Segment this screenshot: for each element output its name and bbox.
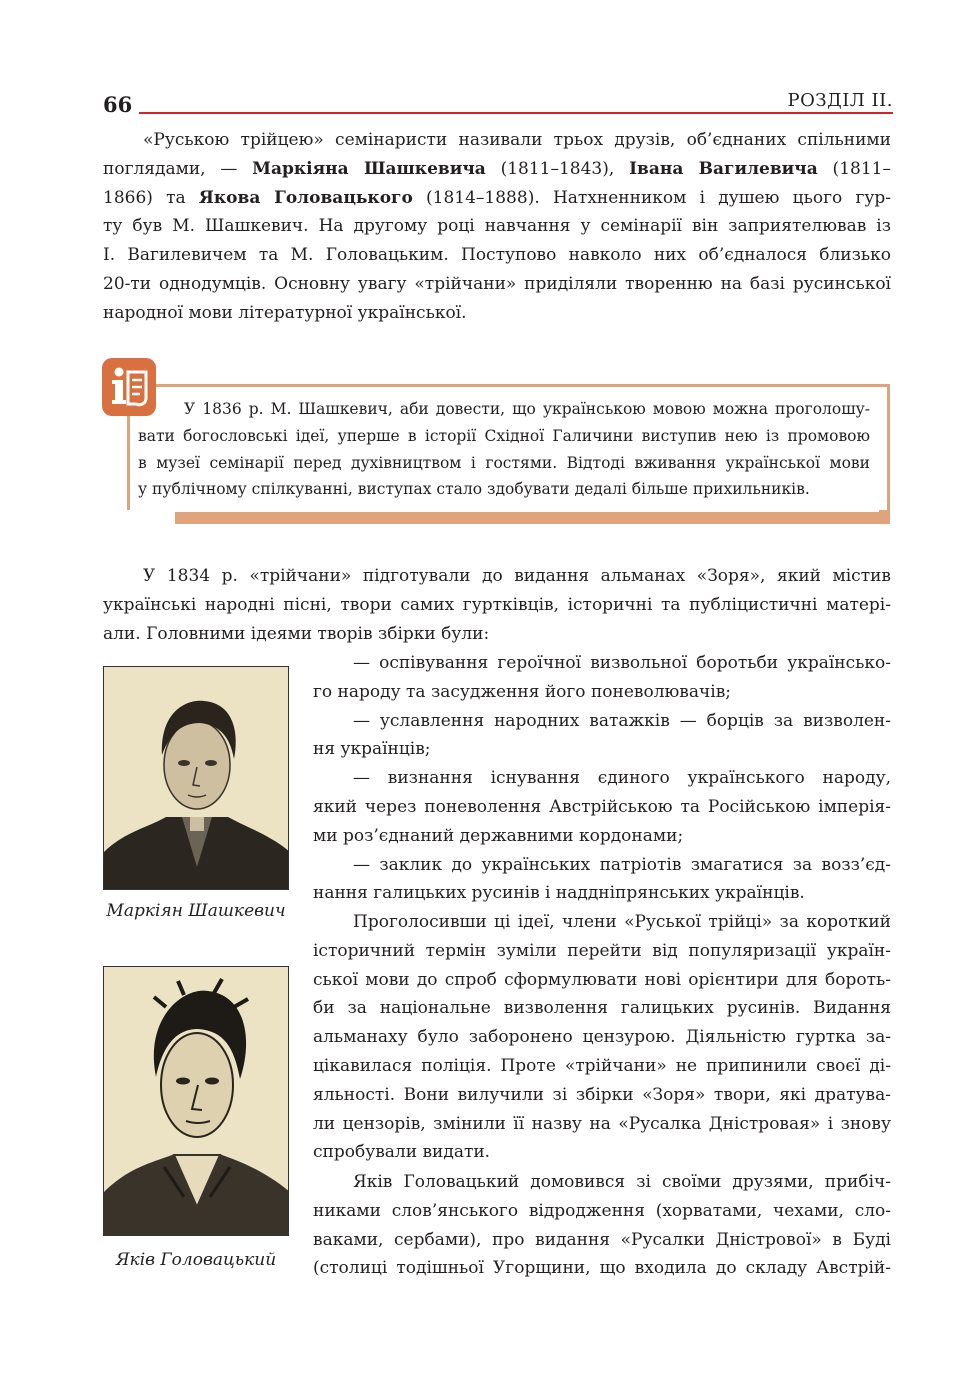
holovatsky-line: Яків Головацький домовився зі своїми друзями, прибіч- — [353, 1172, 891, 1192]
proclaim-line: альманаху було заборонено цензурою. Діяльністю гуртка за- — [313, 1027, 891, 1048]
almanac-paragraph — [103, 562, 891, 648]
info-box-shadow — [175, 512, 890, 524]
page-number: 66 — [103, 92, 133, 117]
portrait-holovatsky — [103, 966, 289, 1236]
proclaim-paragraph — [313, 908, 891, 1167]
idea-line: — оспівування героїчної визвольної боротьби українсько- — [353, 653, 891, 673]
proclaim-line: Проголосивши ці ідеї, члени «Руської трійці» за короткий — [353, 912, 891, 932]
portrait-caption: Яків Головацький — [115, 1250, 277, 1270]
holovatsky-paragraph — [313, 1168, 891, 1283]
name-holovatsky: Якова Головацького — [198, 187, 413, 208]
holovatsky-line: никами слов’янського відродження (хорватами, чехами, сло- — [313, 1200, 891, 1221]
name-vahylevych: Івана Вагилевича — [629, 158, 818, 179]
name-shashkevych: Маркіяна Шашкевича — [252, 158, 486, 179]
intro-line: поглядами, — Маркіяна Шашкевича (1811–1843), Івана Вагилевича (1811– — [103, 158, 891, 179]
proclaim-line: би за національне визволення галицьких русинів. Видання — [313, 998, 891, 1019]
ideas-list — [313, 649, 891, 908]
idea-line: ня українців; — [313, 739, 431, 760]
header-rule — [139, 112, 893, 114]
idea-line: го народу та засудження його поневолювачів; — [313, 681, 731, 702]
holovatsky-line: ваками, сербами), про видання «Русалки Дністрової» в Буді — [313, 1229, 891, 1250]
portrait-shashkevych-drawing — [104, 667, 289, 890]
idea-line: — заклик до українських патріотів змагатися за возз’єд- — [353, 854, 891, 875]
info-box-text — [138, 396, 870, 503]
info-line: в музеї семінарії перед духівництвом і гостями. Відтоді вживання української мови — [138, 453, 870, 472]
page-header — [103, 90, 893, 120]
idea-line: — визнання існування єдиного українського народу, — [353, 768, 891, 789]
proclaim-line: історичний термін зуміли перейти від популяризації україн- — [313, 940, 891, 961]
holovatsky-line: (столиці тодішньої Угорщини, що входила до складу Австрій- — [313, 1258, 891, 1279]
idea-line: — уславлення народних ватажків — борців за визволен- — [353, 710, 891, 731]
intro-line: ту був М. Шашкевич. На другому році навчання у семінарії він заприятелював із — [103, 216, 891, 237]
intro-line: 20-ти однодумців. Основну увагу «трійчани» приділяли творенню на базі русинської — [103, 273, 891, 294]
intro-line: «Руською трійцею» семінаристи називали трьох друзів, об’єднаних спільними — [143, 130, 891, 150]
proclaim-line: спробували видати. — [313, 1142, 491, 1163]
almanac-line: українські народні пісні, твори самих гуртківців, історичні та публіцистичні матері- — [103, 594, 891, 615]
proclaim-line: яльності. Вони вилучили зі збірки «Зоря» твори, які дратува- — [313, 1084, 891, 1105]
intro-line: І. Вагилевичем та М. Головацьким. Поступово навколо них об’єдналося близько — [103, 245, 891, 266]
idea-line: ми роз’єднаний державними кордонами; — [313, 825, 684, 846]
intro-line: 1866) та Якова Головацького (1814–1888). Натхненником і душею цього гур- — [103, 187, 891, 208]
portrait-holovatsky-drawing — [104, 967, 289, 1236]
info-line: у публічному спілкуванні, виступах стало здобувати дедалі більше прихильників. — [138, 480, 810, 499]
info-line: вати богословські ідеї, уперше в історії Східної Галичини виступив нею із промовою — [138, 426, 870, 445]
almanac-line: У 1834 р. «трійчани» підготували до видання альманах «Зоря», який містив — [143, 566, 891, 586]
portrait-caption: Маркіян Шашкевич — [106, 901, 286, 921]
proclaim-line: ської мови до спроб сформулювати нові орієнтири для бороть- — [313, 969, 891, 990]
idea-line: який через поневолення Австрійською та Російською імперія- — [313, 796, 891, 817]
intro-paragraph — [103, 126, 891, 328]
portrait-shashkevych — [103, 666, 289, 890]
intro-line: народної мови літературної української. — [103, 302, 467, 323]
almanac-line: али. Головними ідеями творів збірки були: — [103, 623, 490, 644]
proclaim-line: цікавилася поліція. Проте «трійчани» не припинили своєї ді- — [313, 1055, 891, 1076]
info-line: У 1836 р. М. Шашкевич, аби довести, що українською мовою можна проголошу- — [184, 400, 870, 418]
proclaim-line: ли цензорів, змінили її назву на «Русалка Дністровая» і знову — [313, 1113, 891, 1134]
section-title: РОЗДІЛ ІІ. — [787, 90, 893, 111]
idea-line: нання галицьких русинів і наддніпрянських українців. — [313, 883, 805, 904]
